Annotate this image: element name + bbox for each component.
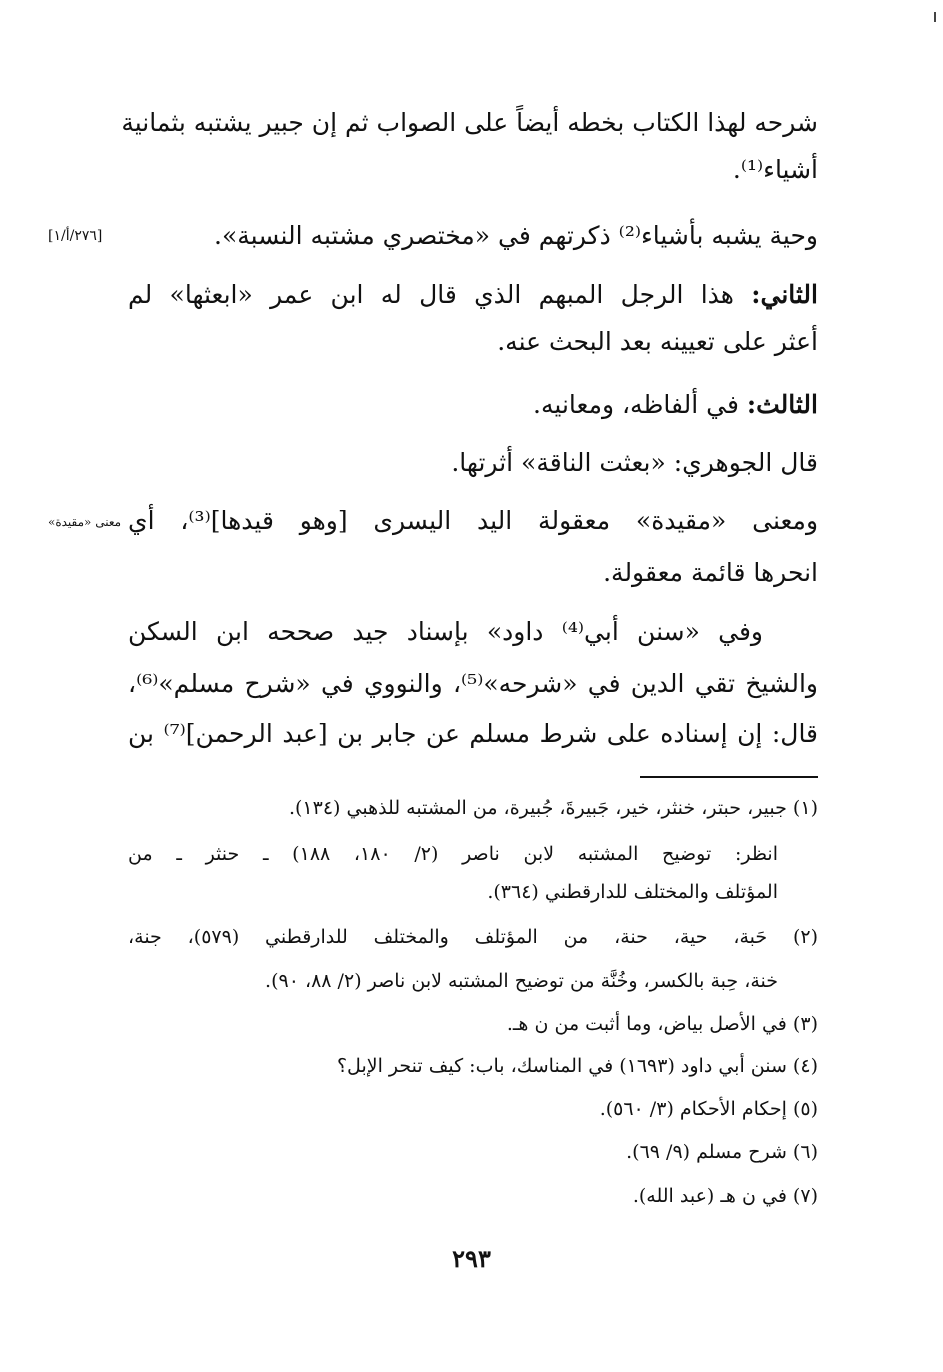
- section-label-second: الثاني:: [751, 280, 818, 309]
- footnote-7: (٧) في ن هـ (عبد الله).: [632, 1185, 818, 1207]
- footnote-1-cont: المؤتلف والمختلف للدارقطني (٣٦٤).: [487, 881, 778, 903]
- body-line: وفي «سنن أبي⁽⁴⁾ داود» بإسناد جيد صححه ابن السكن: [128, 617, 763, 646]
- body-line: أعثر على تعيينه بعد البحث عنه.: [497, 327, 818, 356]
- body-line: قال الجوهري: «بعثت الناقة» أثرتها.: [451, 448, 818, 477]
- body-line: والشيخ تقي الدين في «شرحه»⁽⁵⁾، والنووي في «شرح مسلم»⁽⁶⁾،: [128, 669, 818, 698]
- footnote-2: (٢) حَبة، حية، حنة، من المؤتلف والمختلف للدارقطني (٥٧٩)، جنة،: [128, 926, 819, 948]
- footnote-1-cont: انظر: توضيح المشتبه لابن ناصر (٢/ ١٨٠، ١٨٨) ـ حنثر ـ من: [128, 843, 778, 865]
- corner-mark: [934, 12, 936, 22]
- body-line: ومعنى «مقيدة» معقولة اليد اليسرى [وهو قيدها]⁽³⁾، أي: [128, 506, 819, 535]
- section-label-third: الثالث:: [746, 390, 818, 419]
- body-line: [128, 275, 818, 315]
- body-text: في ألفاظه، ومعانيه.: [533, 390, 739, 419]
- body-line: أشياء⁽¹⁾.: [732, 155, 818, 184]
- footnote-3: (٣) في الأصل بياض، وما أثبت من ن هـ.: [506, 1013, 818, 1035]
- body-text: هذا الرجل المبهم الذي قال له ابن عمر «ابعثها» لم: [128, 280, 734, 309]
- margin-note: معنى «مقيدة»: [48, 515, 122, 529]
- body-line: شرحه لهذا الكتاب بخطه أيضاً على الصواب ثم إن جبير يشتبه بثمانية: [121, 108, 818, 137]
- body-line: [533, 385, 818, 425]
- footnote-separator: [640, 776, 818, 778]
- footnote-5: (٥) إحكام الأحكام (٣/ ٥٦٠).: [599, 1098, 818, 1120]
- body-line: انحرها قائمة معقولة.: [603, 558, 818, 587]
- body-line: قال: إن إسناده على شرط مسلم عن جابر بن [عبد الرحمن]⁽⁷⁾ بن: [128, 719, 819, 748]
- page-number: ٢٩٣: [452, 1244, 491, 1273]
- footnote-2-cont: خنة، حِبة بالكسر، وخُنَّة من توضيح المشتبه لابن ناصر (٢/ ٨٨، ٩٠).: [265, 970, 778, 992]
- body-line: وحية يشبه بأشياء⁽²⁾ ذكرتهم في «مختصري مشتبه النسبة».: [214, 221, 818, 250]
- footnote-1: (١) جبير، حبتر، خنثر، خير، جَبيرةَ، جُبيرة، من المشتبه للذهبي (١٣٤).: [288, 797, 818, 819]
- manuscript-folio-reference: [٢٧٦/أ/١]: [48, 228, 103, 244]
- footnote-6: (٦) شرح مسلم (٩/ ٦٩).: [626, 1141, 818, 1163]
- footnote-4: (٤) سنن أبي داود (١٦٩٣) في المناسك، باب: كيف تنحر الإبل؟: [336, 1055, 818, 1077]
